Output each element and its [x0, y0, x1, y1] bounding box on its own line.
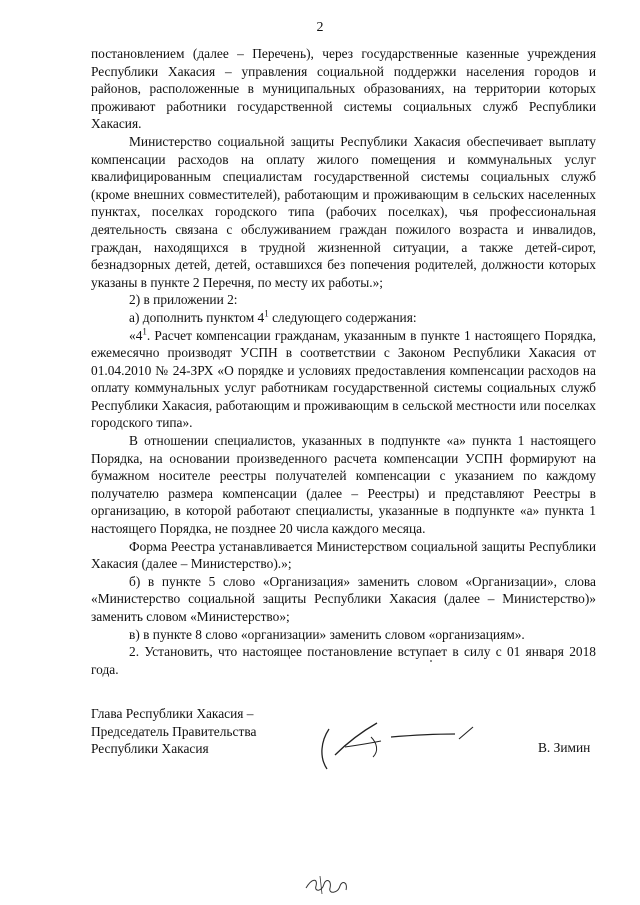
- handwritten-mark: [300, 870, 360, 900]
- signatory-title-line: Республики Хакасия: [91, 741, 209, 757]
- signatory-title-line: Председатель Правительства: [91, 723, 257, 739]
- document-body: [91, 45, 596, 678]
- paragraph: в) в пункте 8 слово «организации» заменить словом «организациям».: [129, 626, 525, 642]
- signatory-title: [91, 705, 256, 758]
- speck: [430, 660, 432, 662]
- signatory-name: В. Зимин: [538, 740, 591, 755]
- paragraph: Министерство социальной защиты Республики Хакасия обеспечивает выплату компенсации расходов на оплату жилого помещения и коммунальных услуг квалифицированным специалистам государственной системы социальных служб (кроме внешних совместителей), работающим и проживающим в сельских населенных пунктах, поселках городского типа (рабочих поселках), чья профессиональная деятельность связана с обслуживанием граждан пожилого возраста и инвалидов, граждан, находящихся в трудной жизненной ситуации, а также детей-сирот, безнадзорных детей, детей, оставшихся без попечения родителей, должности которых указаны в пункте 2 Перечня, по месту их работы.»;: [91, 133, 596, 290]
- page-number: 2: [316, 20, 324, 35]
- paragraph: 2. Установить, что настоящее постановление вступает в силу с 01 января 2018 года.: [91, 644, 596, 677]
- paragraph: а) дополнить пунктом $4^1$ следующего содержания:: [129, 308, 417, 325]
- signatory-title-line: Глава Республики Хакасия –: [91, 706, 254, 721]
- paragraph: б) в пункте 5 слово «Организация» заменить словом «Организации», слова «Министерство социальной защиты Республики Хакасия (далее – Министерство)» заменить словом «Министерство»;: [91, 573, 596, 624]
- paragraph: В отношении специалистов, указанных в подпункте «а» пункта 1 настоящего Порядка, на основании произведенного расчета компенсации УСПН формируют на бумажном носителе реестры получателей компенсации с указанием по каждому получателю размера компенсации (далее – Реестры) и представляют Реестры в организацию, в которой работают специалисты, указанные в подпункте «а» пункта 1 настоящего Порядка, не позднее 20 числа каждого месяца.: [91, 433, 596, 537]
- handwritten-signature: [315, 715, 485, 775]
- paragraph: 2) в приложении 2:: [129, 292, 238, 308]
- paragraph: «$4^1$. Расчет компенсации гражданам, указанным в пункте 1 настоящего Порядка, ежемесячно производят УСПН в соответствии с Законом Республики Хакасия от 01.04.2010 № 24-ЗРХ «О порядке и условиях предоставления компенсации расходов на оплату коммунальных услуг работникам государственной системы социальных служб Республики Хакасия, работающим и проживающим в сельской местности или поселках городского типа».: [91, 326, 596, 431]
- paragraph: Форма Реестра устанавливается Министерством социальной защиты Республики Хакасия (далее – Министерство).»;: [91, 538, 596, 572]
- paragraph: постановлением (далее – Перечень), через государственные казенные учреждения Республики Хакасия – управления социальной поддержки населения городов и районов, расположенные в муниципальных образованиях, на территории которых проживают работники государственной системы социальных служб Республики Хакасия.: [91, 46, 596, 132]
